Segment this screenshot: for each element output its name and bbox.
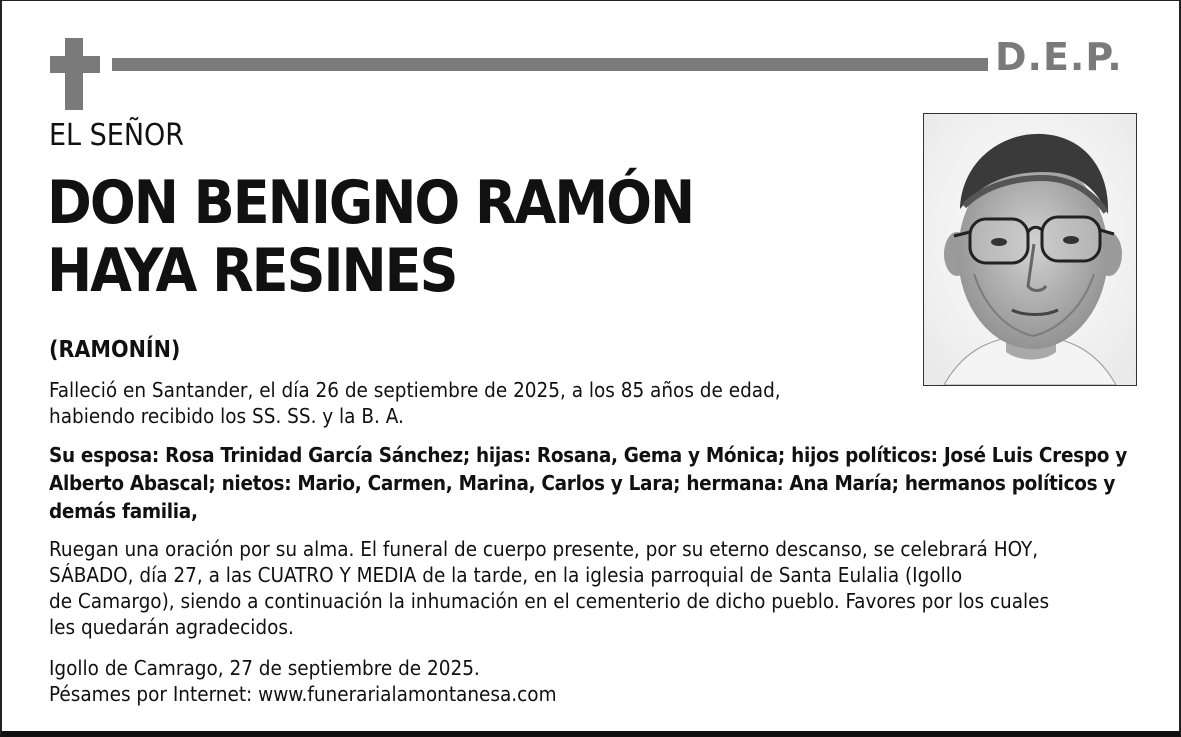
dep-mark: D.E.P.: [995, 35, 1123, 79]
funeral-line-3: de Camargo), siendo a continuación la inhumación en el cementerio de dicho pueblo. Favores por los cuales: [49, 589, 1050, 613]
name-line-1: DON BENIGNO RAMÓN: [47, 168, 694, 238]
title-label: EL SEÑOR: [49, 118, 185, 153]
deceased-name: [47, 169, 693, 305]
name-line-2: HAYA RESINES: [47, 236, 457, 306]
place-date: Igollo de Camrago, 27 de septiembre de 2025.: [49, 656, 480, 680]
death-notice: [49, 377, 869, 429]
death-notice-line-1: Falleció en Santander, el día 26 de septiembre de 2025, a los 85 años de edad,: [49, 378, 781, 402]
funeral-line-4: les quedarán agradecidos.: [49, 615, 294, 639]
condolences-web[interactable]: Pésames por Internet: www.funerarialamontanesa.com: [49, 682, 557, 706]
funeral-line-2: SÁBADO, día 27, a las CUATRO Y MEDIA de la tarde, en la iglesia parroquial de Santa Eulalia (Igollo: [49, 563, 963, 587]
death-notice-line-2: habiendo recibido los SS. SS. y la B. A.: [49, 404, 404, 428]
portrait-photo: [923, 113, 1137, 386]
header-rule: [112, 58, 988, 71]
family-list: Su esposa: Rosa Trinidad García Sánchez; hijas: Rosana, Gema y Mónica; hijos políticos: José Luis Crespo y Alberto Abascal; nietos: Mario, Carmen, Marina, Carlos y Lara; hermana: Ana María; hermanos políticos y demás familia,: [49, 443, 1127, 523]
funeral-details: [49, 536, 1129, 640]
nickname: (RAMONÍN): [49, 337, 181, 363]
funeral-line-1: Ruegan una oración por su alma. El funeral de cuerpo presente, por su eterno descanso, se celebrará HOY,: [49, 537, 1039, 561]
